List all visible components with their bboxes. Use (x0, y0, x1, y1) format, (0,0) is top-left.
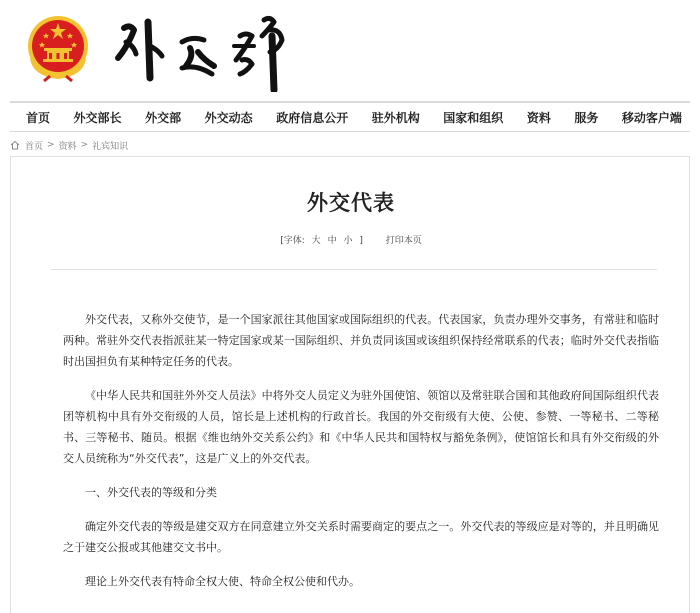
font-size-label: [字体: (280, 236, 305, 246)
font-size-medium[interactable]: 中 (327, 236, 337, 246)
breadcrumb-home[interactable]: 首页 (25, 141, 44, 152)
nav-item-services[interactable]: 服务 (574, 110, 599, 125)
nav-item-gov-info[interactable]: 政府信息公开 (276, 110, 349, 125)
nav-item-diplomatic-news[interactable]: 外交动态 (204, 110, 253, 125)
breadcrumb-separator: > (80, 140, 89, 150)
breadcrumb-protocol[interactable]: 礼宾知识 (92, 141, 129, 152)
main-nav (10, 101, 690, 132)
print-page-link[interactable]: 打印本页 (385, 236, 422, 246)
article-title: 外交代表 (307, 190, 395, 215)
article-paragraph: 《中华人民共和国驻外外交人员法》中将外交人员定义为驻外国使馆、领馆以及常驻联合国和其他政府间国际组织代表团等机构中具有外交衔级的人员，馆长是上述机构的行政首长。我国的外交衔级有大使、公使、参赞、一等秘书、二等秘书、三等秘书、随员。根据《维也纳外交关系公约》和《中华人民共和国特权与豁免条例》，使馆馆长和具有外交衔级的外交人员统称为“外交代表”，这是广义上的外交代表。 (63, 389, 659, 465)
nav-item-missions-abroad[interactable]: 驻外机构 (371, 110, 420, 125)
site-header (0, 0, 700, 100)
nav-item-resources[interactable]: 资料 (526, 110, 551, 125)
national-emblem-icon[interactable] (24, 14, 92, 82)
font-size-close: ] (359, 236, 363, 246)
home-icon (10, 140, 20, 150)
nav-item-home[interactable]: 首页 (26, 110, 51, 125)
nav-item-ministry[interactable]: 外交部 (145, 110, 182, 125)
font-size-large[interactable]: 大 (311, 236, 321, 246)
article-section-heading: 一、外交代表的等级和分类 (85, 486, 217, 499)
nav-item-mobile-client[interactable]: 移动客户端 (621, 110, 682, 125)
article-paragraph: 理论上外交代表有特命全权大使、特命全权公使和代办。 (85, 575, 360, 588)
article-paragraph: 外交代表，又称外交使节，是一个国家派往其他国家或国际组织的代表。代表国家，负责办理外交事务，有常驻和临时两种。常驻外交代表指派驻某一特定国家或某一国际组织、并负责同该国或该组织保持经常联系的代表；临时外交代表指临时出国担负有某种特定任务的代表。 (63, 313, 659, 368)
article-panel (10, 156, 690, 613)
font-size-small[interactable]: 小 (343, 236, 353, 246)
nav-item-foreign-minister[interactable]: 外交部长 (73, 110, 122, 125)
ministry-logo-calligraphy[interactable] (112, 6, 302, 92)
article-body (63, 309, 659, 605)
divider (51, 269, 657, 270)
breadcrumb (10, 138, 128, 152)
breadcrumb-separator: > (47, 140, 55, 150)
nav-item-countries[interactable]: 国家和组织 (443, 110, 504, 125)
breadcrumb-resources[interactable]: 资料 (58, 141, 77, 152)
article-tools (11, 233, 691, 246)
article-paragraph: 确定外交代表的等级是建交双方在同意建立外交关系时需要商定的要点之一。外交代表的等级应是对等的，并且明确见之于建交公报或其他建交文书中。 (63, 520, 659, 554)
